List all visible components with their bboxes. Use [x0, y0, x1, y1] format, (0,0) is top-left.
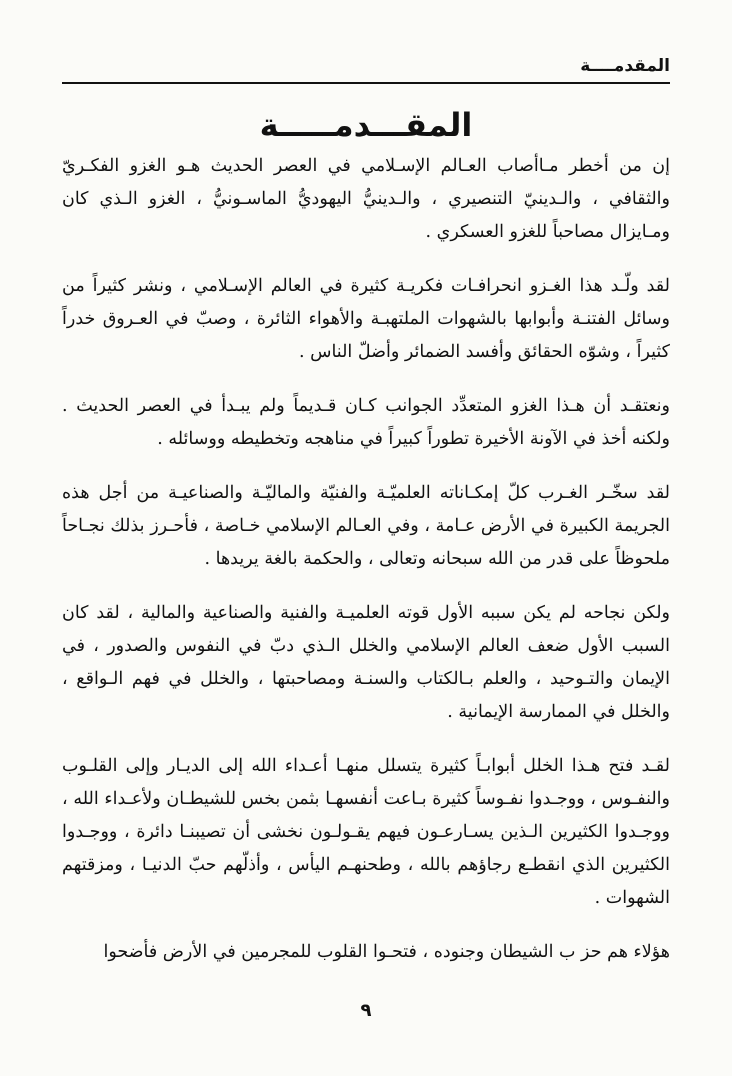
running-header: المقدمــــة — [580, 56, 670, 76]
paragraph-5: ولكن نجاحه لم يكن سببه الأول قوته العلميـة والفنية والصناعية والمالية ، لقد كان السبب الأول ضعف العالم الإسلامي والخلل الـذي دبّ في النفوس والصدور ، في الإيمان والتـوحيد ، والعلم بـالكتاب والسنـة ومصاحبتها ، والخلل في فهم الـواقع ، والخلل في الممارسة الإيمانية . — [62, 603, 670, 722]
page-number: ٩ — [360, 1000, 372, 1021]
paragraph-4: لقد سخّـر الغـرب كلّ إمكـاناته العلميّـة والفنيّة والماليّـة والصناعيـة من أجل هذه الجريمة الكبيرة في الأرض عـامة ، وفي العـالم الإسلامي خـاصة ، فأحـرز بذلك نجـاحاً ملحوظاً على قدر من الله سبحانه وتعالى ، والحكمة بالغة يريدها . — [62, 483, 670, 569]
header-rule — [62, 82, 670, 84]
paragraph-3: ونعتقـد أن هـذا الغزو المتعدِّد الجوانب كـان قـديماً ولم يبـدأ في العصر الحديث . ولكنه أخذ في الآونة الأخيرة تطوراً كبيراً في مناهجه وتخطيطه ووسائله . — [62, 396, 670, 449]
chapter-title: المقـــدمـــــة — [259, 106, 473, 144]
paragraph-7: هؤلاء هم حز ب الشيطان وجنوده ، فتحـوا القلوب للمجرمين في الأرض فأضحوا — [103, 942, 670, 962]
paragraph-2: لقد ولّـد هذا الغـزو انحرافـات فكريـة كثيرة في العالم الإسـلامي ، ونشر كثيراً من وسائل الفتنـة وأبوابها بالشهوات الملتهبـة والأهواء الثائرة ، وصبّ في العـروق خدراً كثيراً ، وشوّه الحقائق وأفسد الضمائر وأضلّ الناس . — [62, 276, 670, 362]
paragraph-1: إن من أخطر مـاأصاب العـالم الإسـلامي في العصر الحديث هـو الغزو الفكـريّ والثقافي ، والـدينيّ التنصيري ، والـدينيُّ اليهوديُّ الماسـونيُّ ، الغزو الـذي كان ومـايزال مصاحباً للغزو العسكري . — [62, 156, 670, 242]
paragraph-6: لقـد فتح هـذا الخلل أبوابـاً كثيرة يتسلل منهـا أعـداء الله إلى الديـار وإلى القلـوب والنفـوس ، ووجـدوا نفـوساً كثيرة بـاعت أنفسهـا بثمن بخس للشيطـان ولأعـداء الله ، ووجـدوا الكثيرين الـذين يسـارعـون فيهم يقـولـون نخشى أن تصيبنـا دائرة ، ووجـدوا الكثيرين الذي انقطـع رجاؤهم بالله ، وطحنهـم اليأس ، وأذلّهم حبّ الدنيـا ، ومزقتهم الشهوات . — [62, 756, 670, 908]
body-text — [62, 150, 670, 990]
